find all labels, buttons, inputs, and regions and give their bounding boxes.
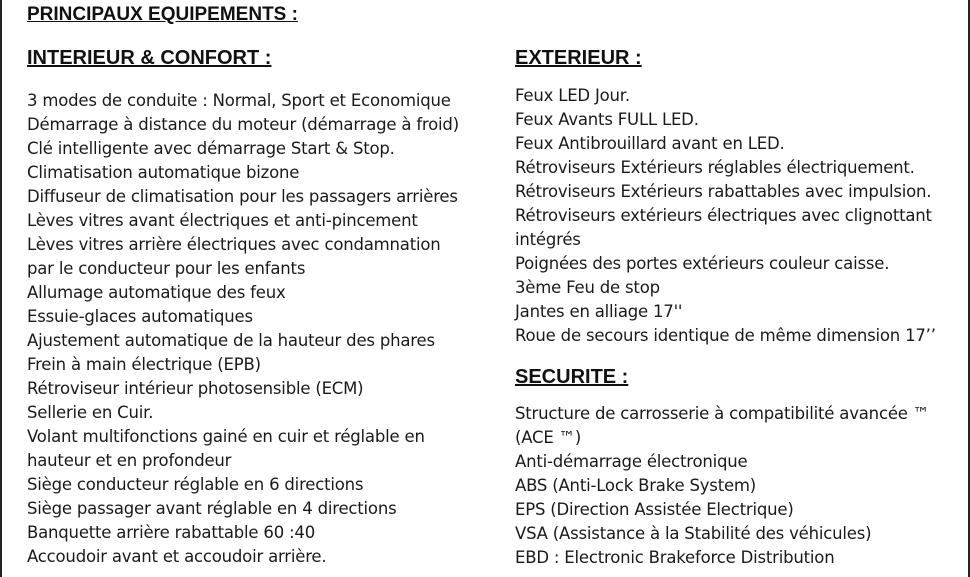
list-item: intégrés bbox=[515, 230, 581, 249]
list-item: Accoudoir avant et accoudoir arrière. bbox=[27, 547, 327, 566]
list-item: EPS (Direction Assistée Electrique) bbox=[515, 500, 794, 519]
list-item: Siège passager avant réglable en 4 directions bbox=[27, 499, 397, 518]
list-item: EBD : Electronic Brakeforce Distribution bbox=[515, 548, 835, 567]
list-item: Rétroviseurs extérieurs électriques avec clignottant bbox=[515, 206, 932, 225]
list-item: ABS (Anti-Lock Brake System) bbox=[515, 476, 757, 495]
list-item: Essuie-glaces automatiques bbox=[27, 307, 253, 326]
list-item: Rétroviseur intérieur photosensible (ECM) bbox=[27, 379, 364, 398]
main-title: PRINCIPAUX EQUIPEMENTS : bbox=[27, 4, 298, 25]
list-item: Allumage automatique des feux bbox=[27, 283, 286, 302]
list-item: Feux LED Jour. bbox=[515, 86, 630, 105]
list-item: Feux Avants FULL LED. bbox=[515, 110, 699, 129]
list-item: Clé intelligente avec démarrage Start & Stop. bbox=[27, 139, 395, 158]
exterieur-heading: EXTERIEUR : bbox=[515, 47, 642, 69]
list-item: par le conducteur pour les enfants bbox=[27, 259, 306, 278]
list-item: Rétroviseurs Extérieurs rabattables avec impulsion. bbox=[515, 182, 932, 201]
list-item: 3ème Feu de stop bbox=[515, 278, 660, 297]
interieur-heading: INTERIEUR & CONFORT : bbox=[27, 47, 272, 69]
list-item: Ajustement automatique de la hauteur des phares bbox=[27, 331, 435, 350]
list-item: Volant multifonctions gainé en cuir et réglable en bbox=[27, 427, 425, 446]
list-item: Sellerie en Cuir. bbox=[27, 403, 154, 422]
list-item: Frein à main électrique (EPB) bbox=[27, 355, 261, 374]
list-item: Rétroviseurs Extérieurs réglables électriquement. bbox=[515, 158, 915, 177]
list-item: Lèves vitres arrière électriques avec condamnation bbox=[27, 235, 441, 254]
list-item: hauteur et en profondeur bbox=[27, 451, 232, 470]
list-item: Siège conducteur réglable en 6 directions bbox=[27, 475, 364, 494]
list-item: Anti-démarrage électronique bbox=[515, 452, 748, 471]
securite-heading: SECURITE : bbox=[515, 366, 629, 388]
list-item: Roue de secours identique de même dimension 17’’ bbox=[515, 326, 936, 345]
securite-list bbox=[515, 402, 955, 570]
list-item: Poignées des portes extérieurs couleur caisse. bbox=[515, 254, 890, 273]
list-item: Jantes en alliage 17'' bbox=[515, 302, 683, 321]
interieur-list bbox=[27, 89, 497, 569]
list-item: Lèves vitres avant électriques et anti-pincement bbox=[27, 211, 418, 230]
list-item: Banquette arrière rabattable 60 :40 bbox=[27, 523, 316, 542]
list-item: (ACE ™) bbox=[515, 428, 582, 447]
list-item: Climatisation automatique bizone bbox=[27, 163, 300, 182]
list-item: 3 modes de conduite : Normal, Sport et Economique bbox=[27, 91, 451, 110]
list-item: Feux Antibrouillard avant en LED. bbox=[515, 134, 785, 153]
list-item: Diffuseur de climatisation pour les passagers arrières bbox=[27, 187, 458, 206]
list-item: Démarrage à distance du moteur (démarrage à froid) bbox=[27, 115, 459, 134]
list-item: VSA (Assistance à la Stabilité des véhicules) bbox=[515, 524, 872, 543]
exterieur-list bbox=[515, 84, 955, 348]
list-item: Structure de carrosserie à compatibilité avancée ™ bbox=[515, 404, 930, 423]
